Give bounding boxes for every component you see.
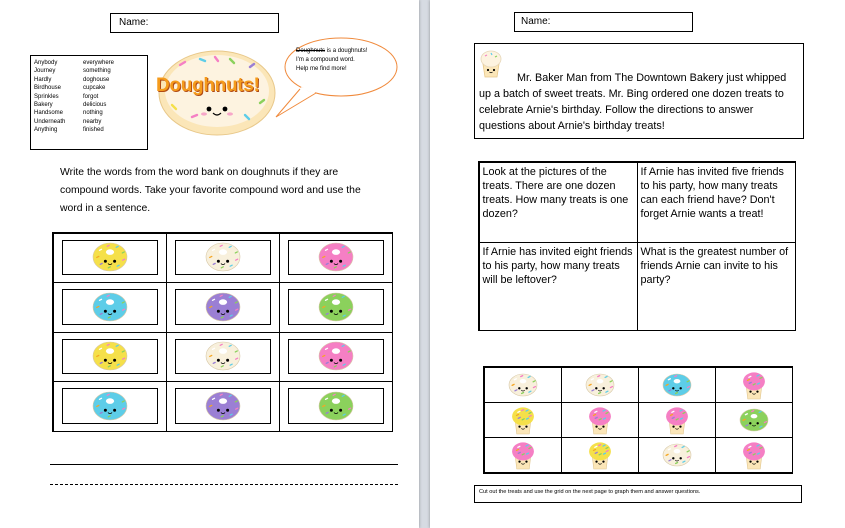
cupcake-treat-icon bbox=[741, 440, 767, 470]
cupcake-treat-icon bbox=[664, 405, 690, 435]
name-field[interactable] bbox=[110, 13, 279, 33]
word-bank-entry: Handsome bbox=[34, 110, 64, 117]
doughnut-cell[interactable] bbox=[166, 233, 280, 284]
worksheet-page-right bbox=[430, 0, 845, 528]
doughnut-icon bbox=[318, 242, 354, 272]
question-cell[interactable] bbox=[637, 162, 796, 243]
word-bank-entry: Anything bbox=[34, 127, 58, 134]
treat-cell[interactable] bbox=[638, 402, 716, 438]
word-bank-entry: Sprinkles bbox=[34, 93, 59, 100]
word-bank-entry: something bbox=[83, 68, 111, 75]
cupcake-treat-icon bbox=[587, 440, 613, 470]
doughnut-icon bbox=[92, 292, 128, 322]
question-text: Look at the pictures of the treats. There are one dozen treats. How many treats is one dozen? bbox=[482, 165, 629, 221]
question-cell[interactable] bbox=[479, 162, 638, 243]
question-text: If Arnie has invited five friends to his party, how many treats can each friend have? Don't forget Arnie wants a treat! bbox=[640, 165, 784, 221]
doughnut-card bbox=[175, 388, 271, 424]
word-bank-entry: doghouse bbox=[83, 76, 110, 83]
donut-treat-icon bbox=[585, 373, 615, 397]
doughnut-card bbox=[288, 240, 384, 276]
questions-grid bbox=[478, 161, 796, 331]
name-field[interactable] bbox=[514, 12, 693, 32]
word-bank-entry: Hardly bbox=[34, 76, 52, 83]
story-box bbox=[474, 43, 804, 139]
doughnut-cell[interactable] bbox=[279, 381, 393, 432]
word-bank-entry: finished bbox=[83, 127, 104, 134]
speech-line2: I'm a compound word. bbox=[296, 57, 355, 63]
story-text: Mr. Baker Man from The Downtown Bakery just whipped up a batch of sweet treats. Mr. Bing ordered one dozen treats to celebrate Arnie's birthday. Follow the directions to answer questions about Arnie's birthday treats! bbox=[479, 72, 787, 132]
footer-note-box bbox=[474, 485, 802, 503]
doughnut-logo bbox=[150, 45, 285, 137]
question-text: What is the greatest number of friends Arnie can invite to his party? bbox=[640, 245, 789, 286]
treats-grid bbox=[483, 366, 793, 474]
treat-cell[interactable] bbox=[638, 437, 716, 473]
cupcake-treat-icon bbox=[741, 370, 767, 400]
word-bank-entry: Journey bbox=[34, 68, 56, 75]
cupcake-treat-icon bbox=[587, 405, 613, 435]
question-cell[interactable] bbox=[637, 242, 796, 331]
doughnut-cell[interactable] bbox=[279, 282, 393, 333]
doughnut-cell[interactable] bbox=[53, 332, 167, 383]
treat-cell[interactable] bbox=[561, 367, 639, 403]
sentence-line-1[interactable] bbox=[50, 464, 398, 465]
treat-cell[interactable] bbox=[484, 402, 562, 438]
treat-cell[interactable] bbox=[484, 367, 562, 403]
doughnut-icon bbox=[318, 341, 354, 371]
doughnut-grid bbox=[52, 232, 393, 432]
speech-line3: Help me find more! bbox=[296, 66, 347, 72]
donut-treat-icon bbox=[508, 373, 538, 397]
doughnut-icon bbox=[205, 292, 241, 322]
treat-cell[interactable] bbox=[561, 437, 639, 473]
doughnut-card bbox=[175, 240, 271, 276]
doughnut-title: Doughnuts! bbox=[156, 75, 260, 96]
question-cell[interactable] bbox=[479, 242, 638, 331]
treat-cell[interactable] bbox=[484, 437, 562, 473]
word-bank-entry: Birdhouse bbox=[34, 85, 62, 92]
word-bank bbox=[30, 55, 148, 150]
donut-treat-icon bbox=[662, 373, 692, 397]
word-bank-col2 bbox=[83, 59, 114, 135]
doughnut-cell[interactable] bbox=[53, 282, 167, 333]
doughnut-card bbox=[288, 289, 384, 325]
speech-struck-word: Doughnuts bbox=[296, 48, 326, 54]
question-text: If Arnie has invited eight friends to his party, how many treats will be leftover? bbox=[482, 245, 633, 286]
doughnut-card bbox=[175, 339, 271, 375]
doughnut-icon bbox=[92, 341, 128, 371]
word-bank-entry: forgot bbox=[83, 93, 99, 100]
footer-note: Cut out the treats and use the grid on the next page to graph them and answer questions. bbox=[479, 489, 701, 495]
worksheet-page-left bbox=[0, 0, 419, 528]
name-label: Name: bbox=[521, 16, 551, 27]
word-bank-entry: Underneath bbox=[34, 118, 66, 125]
speech-text bbox=[296, 47, 367, 74]
doughnut-cell[interactable] bbox=[279, 233, 393, 284]
doughnut-card bbox=[288, 388, 384, 424]
doughnut-icon bbox=[205, 391, 241, 421]
word-bank-col1 bbox=[34, 59, 65, 135]
doughnut-icon bbox=[205, 341, 241, 371]
doughnut-icon bbox=[92, 391, 128, 421]
doughnut-icon bbox=[92, 242, 128, 272]
speech-bubble bbox=[270, 35, 400, 135]
name-label: Name: bbox=[119, 17, 149, 28]
doughnut-cell[interactable] bbox=[166, 381, 280, 432]
word-bank-entry: cupcake bbox=[83, 85, 106, 92]
word-bank-entry: nothing bbox=[83, 110, 103, 117]
word-bank-entry: Bakery bbox=[34, 102, 53, 109]
donut-treat-icon bbox=[662, 443, 692, 467]
cupcake-treat-icon bbox=[510, 440, 536, 470]
word-bank-entry: Anybody bbox=[34, 60, 58, 66]
donut-treat-icon bbox=[739, 408, 769, 432]
doughnut-card bbox=[62, 388, 158, 424]
speech-line1: is a doughnuts! bbox=[325, 48, 368, 54]
treat-cell[interactable] bbox=[638, 367, 716, 403]
cupcake-treat-icon bbox=[510, 405, 536, 435]
doughnut-cell[interactable] bbox=[53, 233, 167, 284]
treat-cell[interactable] bbox=[715, 402, 793, 438]
doughnut-icon bbox=[318, 292, 354, 322]
doughnut-cell[interactable] bbox=[279, 332, 393, 383]
doughnut-card bbox=[62, 339, 158, 375]
doughnut-icon bbox=[318, 391, 354, 421]
doughnut-card bbox=[62, 240, 158, 276]
doughnut-cell[interactable] bbox=[166, 332, 280, 383]
treat-cell[interactable] bbox=[561, 402, 639, 438]
doughnut-card bbox=[175, 289, 271, 325]
doughnut-cell[interactable] bbox=[53, 381, 167, 432]
doughnut-card bbox=[288, 339, 384, 375]
doughnut-cell[interactable] bbox=[166, 282, 280, 333]
doughnut-card bbox=[62, 289, 158, 325]
sentence-line-2[interactable] bbox=[50, 484, 398, 485]
word-bank-entry: delicious bbox=[83, 102, 107, 109]
instructions: Write the words from the word bank on doughnuts if they are compound words. Take your favorite compound word and use the word in a sentence. bbox=[60, 167, 361, 214]
treat-cell[interactable] bbox=[715, 437, 793, 473]
word-bank-entry: everywhere bbox=[83, 60, 115, 66]
word-bank-entry: nearby bbox=[83, 118, 102, 125]
doughnut-icon bbox=[205, 242, 241, 272]
treat-cell[interactable] bbox=[715, 367, 793, 403]
